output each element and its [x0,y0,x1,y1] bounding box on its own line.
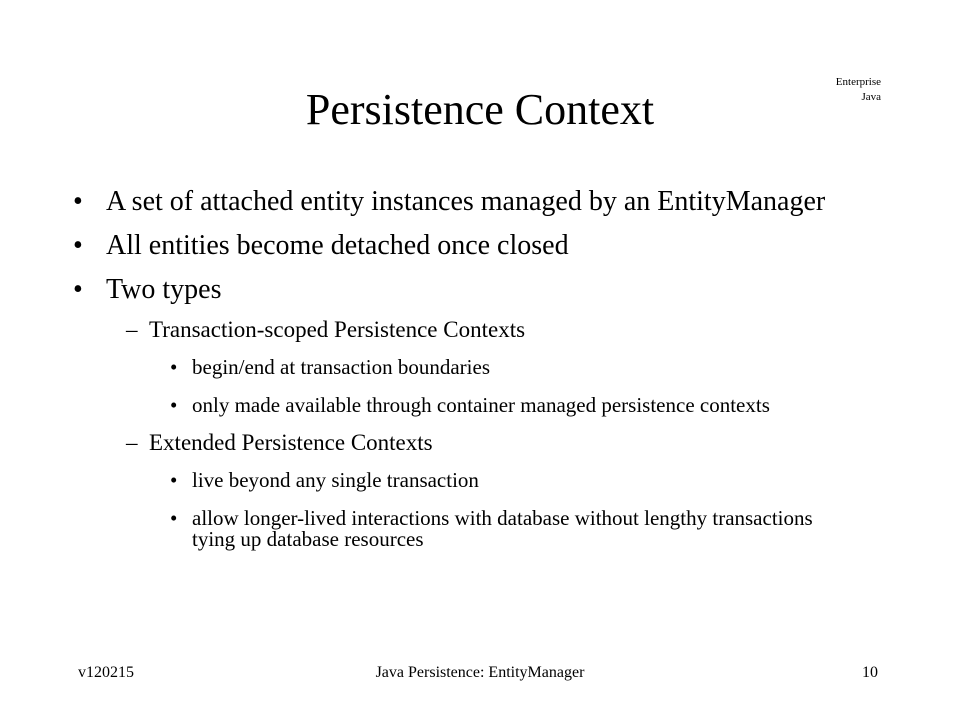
dash-marker: – [126,430,138,455]
bullet-marker: • [170,468,178,492]
sub-sub-bullet-item [0,357,832,378]
slide-body [0,188,960,567]
footer-version: v120215 [78,664,134,681]
sub-sub-bullet-text: allow longer-lived interactions with database without lengthy transactions tying up database resources [192,506,813,551]
bullet-marker: • [170,506,178,530]
corner-label-line-2: Java [861,91,881,103]
footer-page-number: 10 [862,664,878,681]
sub-bullet-text: Transaction-scoped Persistence Contexts [149,317,526,342]
bullet-item [0,232,826,260]
sub-sub-bullet-item [0,470,832,491]
bullet-marker: • [170,355,178,379]
sub-sub-bullet-item [0,395,832,416]
bullet-marker: • [73,274,83,305]
sub-sub-bullet-text: only made available through container managed persistence contexts [192,393,770,417]
dash-marker: – [126,317,138,342]
sub-bullet-text: Extended Persistence Contexts [149,430,433,455]
sub-sub-bullet-text: live beyond any single transaction [192,468,479,492]
corner-label-line-1: Enterprise [835,76,881,88]
bullet-marker: • [170,393,178,417]
bullet-text: All entities become detached once closed [106,230,569,261]
sub-bullet-item [0,429,960,456]
slide-footer [0,663,960,683]
bullet-marker: • [73,186,83,217]
bullet-item [0,276,826,304]
bullet-marker: • [73,230,83,261]
sub-bullet-item [0,316,960,343]
bullet-text: Two types [106,274,222,305]
bullet-text: A set of attached entity instances managed by an EntityManager [106,186,826,217]
slide-title: Persistence Context [305,85,655,134]
bullet-item [0,188,826,216]
sub-sub-bullet-text: begin/end at transaction boundaries [192,355,490,379]
footer-course-title: Java Persistence: EntityManager [375,664,585,681]
sub-sub-bullet-item [0,508,832,550]
